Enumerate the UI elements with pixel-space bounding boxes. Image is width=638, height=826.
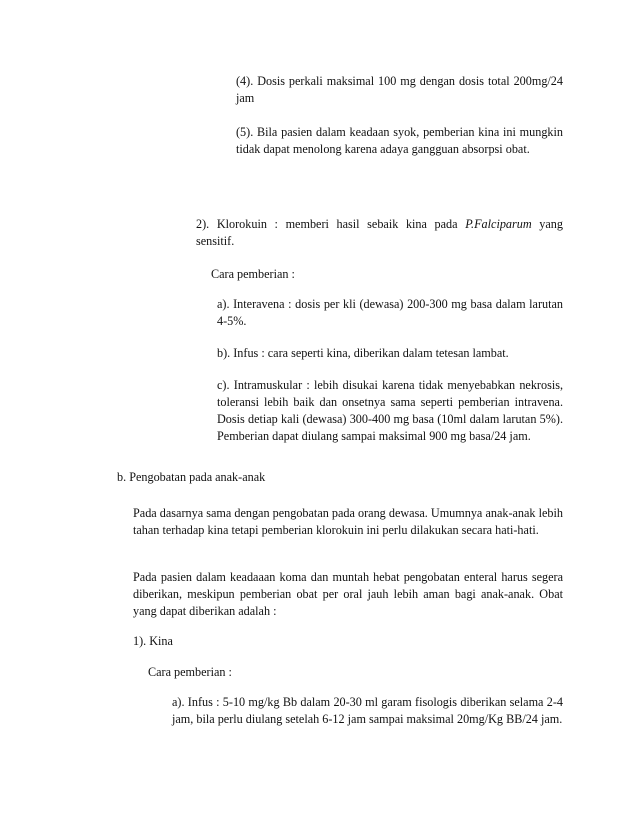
administration-label-children: Cara pemberian : bbox=[148, 665, 232, 679]
kina-item: 1). Kina bbox=[133, 634, 173, 648]
klorokuin-text: 2). Klorokuin : memberi hasil sebaik kina pada bbox=[196, 217, 466, 231]
klorokuin-text-end: yang sensitif. bbox=[196, 217, 563, 248]
dose-note-4: (4). Dosis perkali maksimal 100 mg dengan dosis total 200mg/24 jam bbox=[236, 74, 563, 105]
administration-label-adult: Cara pemberian : bbox=[211, 267, 295, 281]
infusion-item-adult: b). Infus : cara seperti kina, diberikan dalam tetesan lambat. bbox=[217, 346, 509, 360]
section-heading-children: b. Pengobatan pada anak-anak bbox=[117, 470, 266, 484]
children-enteral-paragraph: Pada pasien dalam keadaaan koma dan muntah hebat pengobatan enteral harus segera diberikan, meskipun pemberian obat per oral jauh lebih aman bagi anak-anak. Obat yang dapat diberikan adalah : bbox=[133, 570, 563, 618]
species-name: P.Falciparum bbox=[465, 217, 532, 231]
intravenous-item: a). Interavena : dosis per kli (dewasa) 200-300 mg basa dalam larutan 4-5%. bbox=[217, 297, 563, 328]
intramuscular-item: c). Intramuskular : lebih disukai karena tidak menyebabkan nekrosis, toleransi lebih baik dan onsetnya sama seperti pemberian intravena. Dosis detiap kali (dewasa) 300-400 mg basa (10ml dalam larutan 5%). Pemberian dapat diulang sampai maksimal 900 mg basa/24 jam. bbox=[217, 378, 563, 443]
children-intro-paragraph: Pada dasarnya sama dengan pengobatan pada orang dewasa. Umumnya anak-anak lebih tahan terhadap kina tetapi pemberian klorokuin ini perlu dilakukan secara hati-hati. bbox=[133, 506, 563, 537]
shock-note-5: (5). Bila pasien dalam keadaan syok, pemberian kina ini mungkin tidak dapat menolong karena adaya gangguan absorpsi obat. bbox=[236, 125, 563, 156]
infusion-item-children: a). Infus : 5-10 mg/kg Bb dalam 20-30 ml garam fisologis diberikan selama 2-4 jam, bila perlu diulang setelah 6-12 jam sampai maksimal 20mg/Kg BB/24 jam. bbox=[172, 695, 563, 726]
klorokuin-item bbox=[196, 216, 563, 250]
